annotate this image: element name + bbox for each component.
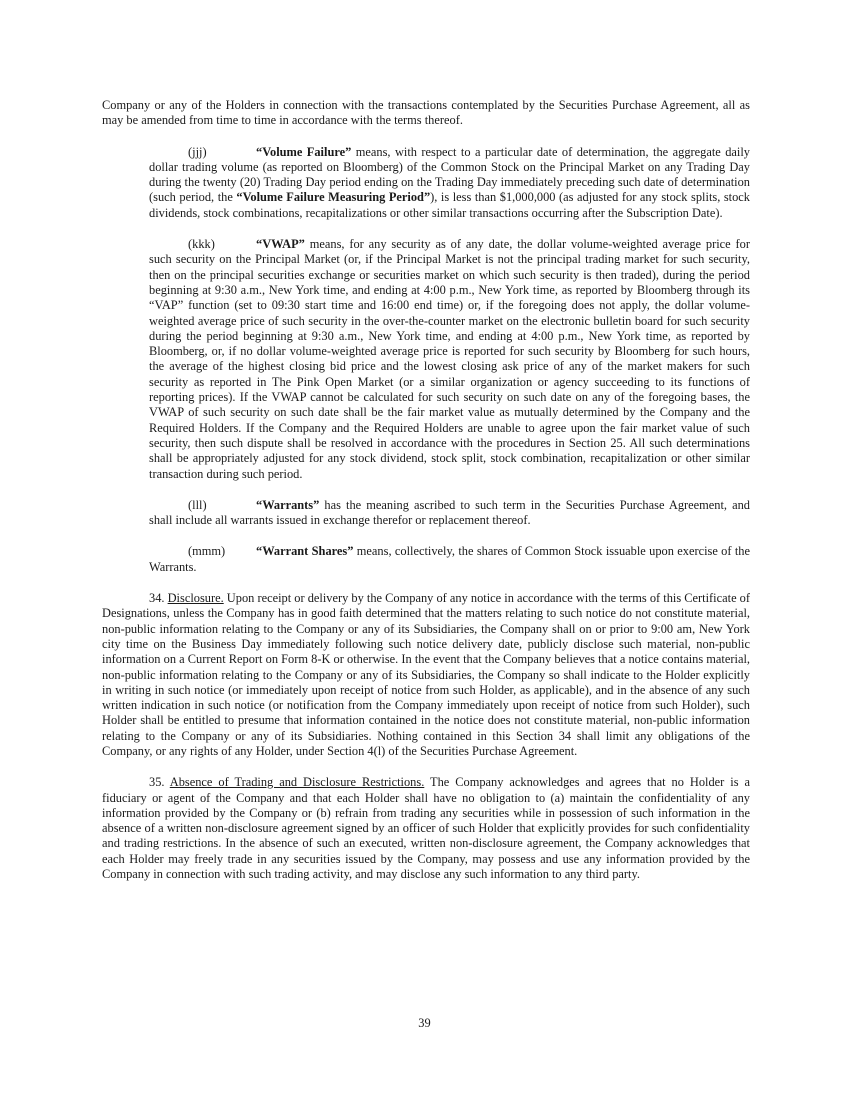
definition-label: (kkk) (188, 237, 215, 252)
section-text: The Company acknowledges and agrees that no Holder is a fiduciary or agent of the Company and that each Holder shall have no obligation to (a) maintain the confidentiality of any information provided by the Company or (b) refrain from trading any securities while in possession of such information in the absence of a written non-disclosure agreement signed by an officer of such Holder that explicitly provides for such confidentiality and trading restrictions. In the absence of such an executed, written non-disclosure agreement, the Company acknowledges that each Holder may freely trade in any securities issued by the Company, may possess and use any information provided by the Company in connection with such trading activity, and may disclose any such information to any third party. (102, 775, 750, 882)
section-text: Upon receipt or delivery by the Company of any notice in accordance with the terms of this Certificate of Designations, unless the Company has in good faith determined that the matters relating to such notice do not constitute material, non-public information relating to the Company or any of its Subsidiaries, the Company shall on or prior to 9:00 am, New York city time on the Business Day immediately following such notice delivery date, publicly disclose such material, non-public information on a Current Report on Form 8-K or otherwise. In the event that the Company believes that a notice contains material, non-public information relating to the Company or any of its Subsidiaries, the Company so shall indicate to the Holder explicitly in writing in such notice (or immediately upon receipt of notice from such Holder, as applicable), and in the absence of any such written indication in such notice (or notification from the Company immediately upon receipt of notice from such Holder), such Holder shall be entitled to presume that information contained in the notice does not constitute material, non-public information relating to the Company or any of its Subsidiaries. Nothing contained in this Section 34 shall limit any obligations of the Company, or any rights of any Holder, under Section 4(l) of the Securities Purchase Agreement. (102, 591, 750, 758)
definition-kkk (149, 237, 750, 482)
definition-text: means, collectively, the shares of Common Stock issuable upon exercise of the Warrants. (149, 544, 750, 574)
section-heading: Absence of Trading and Disclosure Restrictions. (169, 775, 425, 790)
definition-text: means, for any security as of any date, the dollar volume-weighted average price for such security on the Principal Market (or, if the Principal Market is not the principal trading market for such security, then on the principal securities exchange or securities market on which such security is then traded), during the period beginning at 9:30 a.m., New York time, and ending at 4:00 p.m., New York time, as reported by Bloomberg through its “VAP” function (set to 09:30 start time and 16:00 end time) or, if the foregoing does not apply, the dollar volume-weighted average price of such security in the over-the-counter market on the electronic bulletin board for such security during the period beginning at 9:30 a.m., New York time, and ending at 4:00 p.m., New York time, as reported by Bloomberg, or, if no dollar volume-weighted average price is reported for such security by Bloomberg for such hours, the average of the highest closing bid price and the lowest closing ask price of any of the market makers for such security as reported in The Pink Open Market (or a similar organization or agency succeeding to its functions of reporting prices). If the VWAP cannot be calculated for such security on such date on any of the foregoing bases, the VWAP of such security on such date shall be the fair market value as mutually determined by the Company and the Required Holders. If the Company and the Required Holders are unable to agree upon the fair market value of such security, then such dispute shall be resolved in accordance with the procedures in Section 25. All such determinations shall be appropriately adjusted for any stock dividend, stock split, stock combination, recapitalization or other similar transaction during such period. (149, 237, 750, 481)
section-number: 34. (149, 591, 168, 606)
definition-mmm (149, 544, 750, 575)
defined-term: “Volume Failure” (256, 144, 352, 159)
section-35 (102, 775, 750, 882)
intro-paragraph: Company or any of the Holders in connection with the transactions contemplated by the Securities Purchase Agreement, all as may be amended from time to time in accordance with the terms thereof. (102, 98, 750, 128)
definition-text: ), is less than $1,000,000 (as adjusted for any stock splits, stock dividends, stock combinations, recapitalizations or other similar transactions occurring after the Subscription Date). (149, 190, 751, 220)
definition-text: means, with respect to a particular date of determination, the aggregate daily dollar trading volume (as reported on Bloomberg) of the Common Stock on the Principal Market on any Trading Day during the twenty (20) Trading Day period ending on the Trading Day immediately preceding such date of determination (such period, the (149, 144, 750, 205)
section-number: 35. (149, 775, 170, 790)
definition-jjj (149, 145, 750, 221)
page-number: 39 (418, 1016, 431, 1030)
section-34 (102, 591, 750, 759)
section-heading: Disclosure. (167, 591, 224, 606)
defined-term: “Warrants” (256, 497, 320, 512)
definition-lll (149, 498, 750, 529)
defined-term: “Warrant Shares” (256, 544, 354, 559)
definition-label: (jjj) (188, 144, 207, 159)
definition-label: (mmm) (188, 544, 226, 559)
definition-label: (lll) (188, 497, 207, 512)
definition-text: has the meaning ascribed to such term in the Securities Purchase Agreement, and shall include all warrants issued in exchange therefor or replacement thereof. (149, 497, 750, 528)
document-body (102, 98, 750, 898)
defined-term: “VWAP” (256, 237, 305, 252)
defined-term: “Volume Failure Measuring Period” (236, 190, 431, 205)
